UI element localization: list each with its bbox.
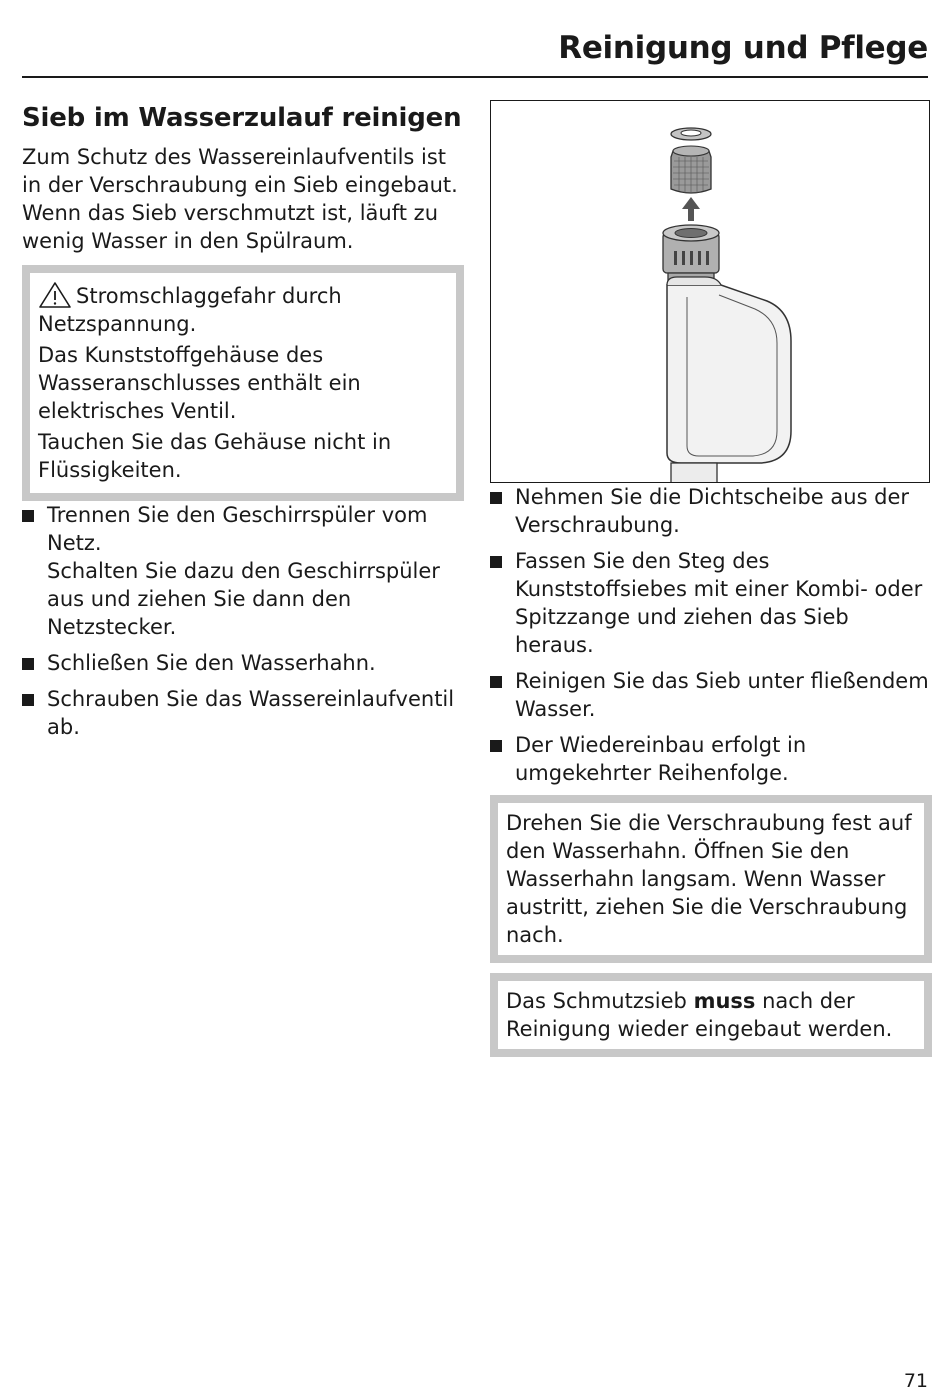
list-item [490,483,932,539]
page-header-title: Reinigung und Pflege [558,30,928,66]
water-inlet-illustration [490,100,930,483]
warning-text-2: Tauchen Sie das Gehäuse nicht in Flüssigkeiten. [38,430,392,482]
header-divider [22,76,928,78]
list-item [22,501,464,641]
bullet-square-icon [490,676,502,688]
bullet-square-icon [22,694,34,706]
note-box-tighten [490,795,932,963]
step-text: Nehmen Sie die Dichtscheibe aus der Verschraubung. [515,485,910,537]
bullet-square-icon [22,658,34,670]
step-text: Schrauben Sie das Wassereinlaufventil ab. [47,687,455,739]
left-steps-list [22,501,464,741]
list-item [22,685,464,741]
water-inlet-valve-drawing [491,101,929,482]
right-column [490,100,932,1057]
bullet-square-icon [490,492,502,504]
bullet-square-icon [22,510,34,522]
note-emphasis: muss [693,989,756,1013]
step-text: Trennen Sie den Geschirrspüler vom Netz. [47,503,428,555]
bullet-square-icon [490,740,502,752]
bullet-square-icon [490,556,502,568]
list-item [490,731,932,787]
step-subtext: Schalten Sie dazu den Geschirrspüler aus und ziehen Sie dann den Netzstecker. [47,559,440,639]
right-steps-list [490,483,932,787]
step-text: Schließen Sie den Wasserhahn. [47,651,376,675]
warning-box [22,265,464,501]
warning-text-1: Das Kunststoffgehäuse des Wasseranschlusses enthält ein elektrisches Ventil. [38,343,361,423]
note-text [506,987,914,1043]
note-text: Drehen Sie die Verschraubung fest auf den Wasserhahn. Öffnen Sie den Wasserhahn langsam. Wenn Wasser austritt, ziehen Sie die Verschraubung nach. [506,811,912,947]
section-title: Sieb im Wasserzulauf reinigen [22,103,462,133]
warning-triangle-icon [38,281,72,309]
note-box-reinstall [490,973,932,1057]
step-text: Fassen Sie den Steg des Kunststoffsiebes mit einer Kombi- oder Spitzzange und ziehen das Sieb heraus. [515,549,923,657]
list-item [490,667,932,723]
note-text-start: Das Schmutzsieb [506,989,694,1013]
page-number: 71 [903,1370,928,1392]
note-text-end: nach der Reinigung wieder eingebaut werden. [506,989,893,1041]
step-text: Reinigen Sie das Sieb unter fließendem Wasser. [515,669,929,721]
left-column [22,100,464,749]
warning-heading-text: Stromschlaggefahr durch Netzspannung. [38,284,342,336]
list-item [22,649,464,677]
step-text: Der Wiedereinbau erfolgt in umgekehrter Reihenfolge. [515,733,807,785]
warning-heading [38,281,446,338]
intro-paragraph: Zum Schutz des Wassereinlaufventils ist in der Verschraubung ein Sieb eingebaut. Wenn das Sieb verschmutzt ist, läuft zu wenig Wasser in den Spülraum. [22,145,458,253]
list-item [490,547,932,659]
